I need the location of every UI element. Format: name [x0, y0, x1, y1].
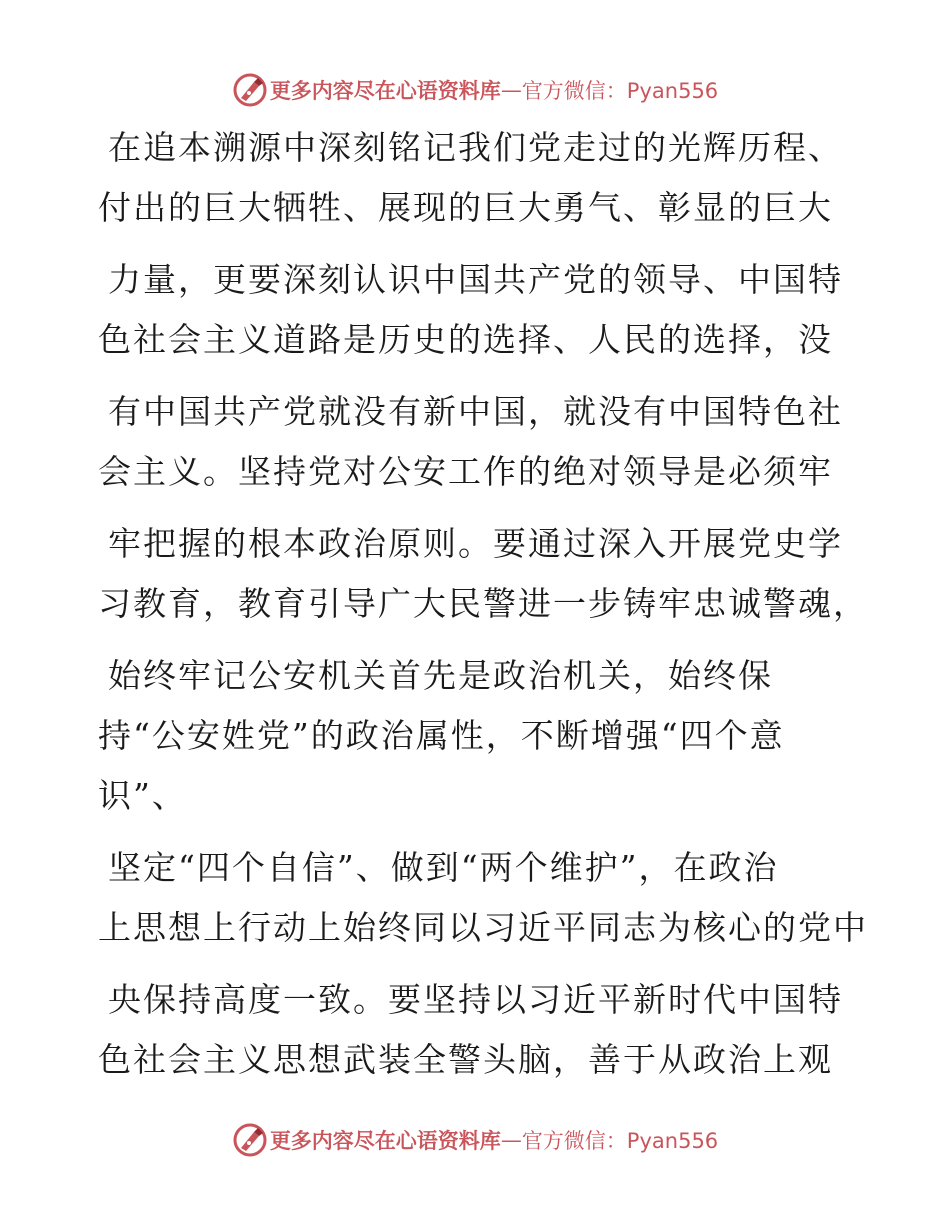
body-line: 坚定“四个自信”、做到“两个维护”，在政治: [108, 848, 779, 887]
watermark-wechat: 官方微信：Pyan556: [521, 79, 719, 103]
body-line: 力量，更要深刻认识中国共产党的领导、中国特: [108, 260, 843, 299]
watermark-dash: —: [500, 78, 522, 102]
body-line: 习教育，教育引导广大民警进一步铸牢忠诚警魂，: [98, 584, 868, 623]
body-line: 色社会主义思想武装全警头脑，善于从政治上观: [98, 1040, 833, 1079]
body-line: 上思想上行动上始终同以习近平同志为核心的党中: [98, 908, 868, 947]
watermark-text: 更多内容尽在心语资料库: [269, 79, 501, 103]
body-line: 有中国共产党就没有新中国，就没有中国特色社: [108, 392, 843, 431]
body-line: 持“公安姓党”的政治属性，不断增强“四个意: [98, 716, 785, 755]
body-line: 付出的巨大牺牲、展现的巨大勇气、彰显的巨大: [98, 188, 833, 227]
body-line: 央保持高度一致。要坚持以习近平新时代中国特: [108, 980, 843, 1019]
body-line: 始终牢记公安机关首先是政治机关，始终保: [108, 656, 773, 695]
watermark-text: 更多内容尽在心语资料库: [269, 1129, 501, 1153]
body-line: 色社会主义道路是历史的选择、人民的选择，没: [98, 320, 833, 359]
footer-watermark: [0, 1120, 950, 1160]
pen-nib-logo-icon: [232, 1122, 268, 1158]
body-line: 识”、: [98, 776, 187, 815]
body-line: 在追本溯源中深刻铭记我们党走过的光辉历程、: [108, 128, 843, 167]
watermark-dash: —: [500, 1128, 522, 1152]
body-line: 会主义。坚持党对公安工作的绝对领导是必须牢: [98, 452, 833, 491]
watermark-wechat: 官方微信：Pyan556: [521, 1129, 719, 1153]
pen-nib-logo-icon: [232, 72, 268, 108]
header-watermark: [0, 70, 950, 110]
body-line: 牢把握的根本政治原则。要通过深入开展党史学: [108, 524, 843, 563]
